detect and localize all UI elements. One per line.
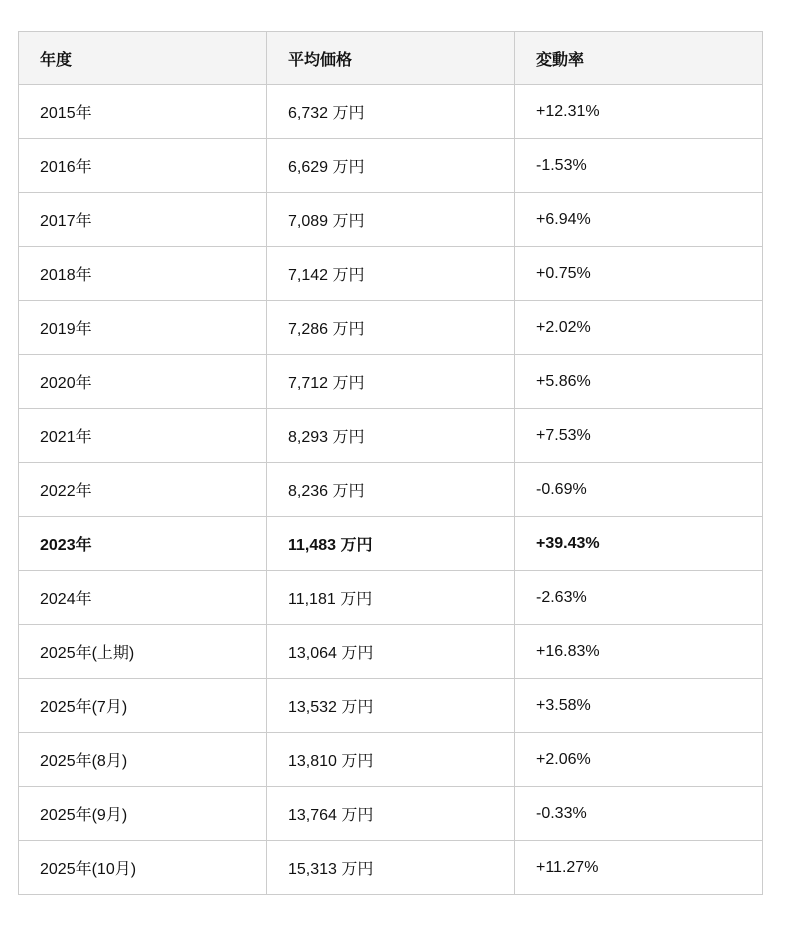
header-average-price: 平均価格 <box>267 32 515 85</box>
change-cell: +7.53% <box>515 409 763 463</box>
price-cell: 13,810 万円 <box>267 733 515 787</box>
year-cell: 2019年 <box>19 301 267 355</box>
change-cell: +0.75% <box>515 247 763 301</box>
header-change-rate: 変動率 <box>515 32 763 85</box>
table-row <box>19 193 763 247</box>
table-row <box>19 679 763 733</box>
table-row <box>19 247 763 301</box>
change-cell: +16.83% <box>515 625 763 679</box>
price-table-container <box>18 31 763 895</box>
table-row <box>19 733 763 787</box>
year-cell: 2025年(7月) <box>19 679 267 733</box>
year-cell: 2016年 <box>19 139 267 193</box>
change-cell: +2.02% <box>515 301 763 355</box>
year-cell: 2025年(10月) <box>19 841 267 895</box>
change-cell: -0.69% <box>515 463 763 517</box>
price-cell: 13,064 万円 <box>267 625 515 679</box>
price-cell: 6,629 万円 <box>267 139 515 193</box>
table-row <box>19 517 763 571</box>
year-cell: 2020年 <box>19 355 267 409</box>
table-row <box>19 841 763 895</box>
header-year: 年度 <box>19 32 267 85</box>
change-cell: +5.86% <box>515 355 763 409</box>
price-cell: 7,712 万円 <box>267 355 515 409</box>
year-cell: 2021年 <box>19 409 267 463</box>
table-row <box>19 139 763 193</box>
table-body <box>19 85 763 895</box>
year-cell: 2017年 <box>19 193 267 247</box>
price-cell: 7,142 万円 <box>267 247 515 301</box>
change-cell: -1.53% <box>515 139 763 193</box>
year-cell: 2025年(9月) <box>19 787 267 841</box>
table-row <box>19 625 763 679</box>
table-row <box>19 787 763 841</box>
change-cell: +6.94% <box>515 193 763 247</box>
table-row <box>19 463 763 517</box>
table-row <box>19 409 763 463</box>
price-cell: 15,313 万円 <box>267 841 515 895</box>
year-cell: 2023年 <box>19 517 267 571</box>
table-header-row <box>19 32 763 85</box>
price-cell: 8,293 万円 <box>267 409 515 463</box>
change-cell: +11.27% <box>515 841 763 895</box>
year-cell: 2025年(8月) <box>19 733 267 787</box>
table-row <box>19 301 763 355</box>
table-row <box>19 571 763 625</box>
year-cell: 2018年 <box>19 247 267 301</box>
year-cell: 2025年(上期) <box>19 625 267 679</box>
change-cell: -2.63% <box>515 571 763 625</box>
price-cell: 11,181 万円 <box>267 571 515 625</box>
year-cell: 2024年 <box>19 571 267 625</box>
change-cell: +12.31% <box>515 85 763 139</box>
table-head <box>19 32 763 85</box>
year-cell: 2015年 <box>19 85 267 139</box>
table-row <box>19 355 763 409</box>
price-cell: 8,236 万円 <box>267 463 515 517</box>
table-row <box>19 85 763 139</box>
price-cell: 6,732 万円 <box>267 85 515 139</box>
year-cell: 2022年 <box>19 463 267 517</box>
price-cell: 7,089 万円 <box>267 193 515 247</box>
price-cell: 7,286 万円 <box>267 301 515 355</box>
price-cell: 13,764 万円 <box>267 787 515 841</box>
price-cell: 13,532 万円 <box>267 679 515 733</box>
change-cell: +2.06% <box>515 733 763 787</box>
price-cell: 11,483 万円 <box>267 517 515 571</box>
change-cell: +39.43% <box>515 517 763 571</box>
change-cell: +3.58% <box>515 679 763 733</box>
price-table <box>18 31 763 895</box>
change-cell: -0.33% <box>515 787 763 841</box>
